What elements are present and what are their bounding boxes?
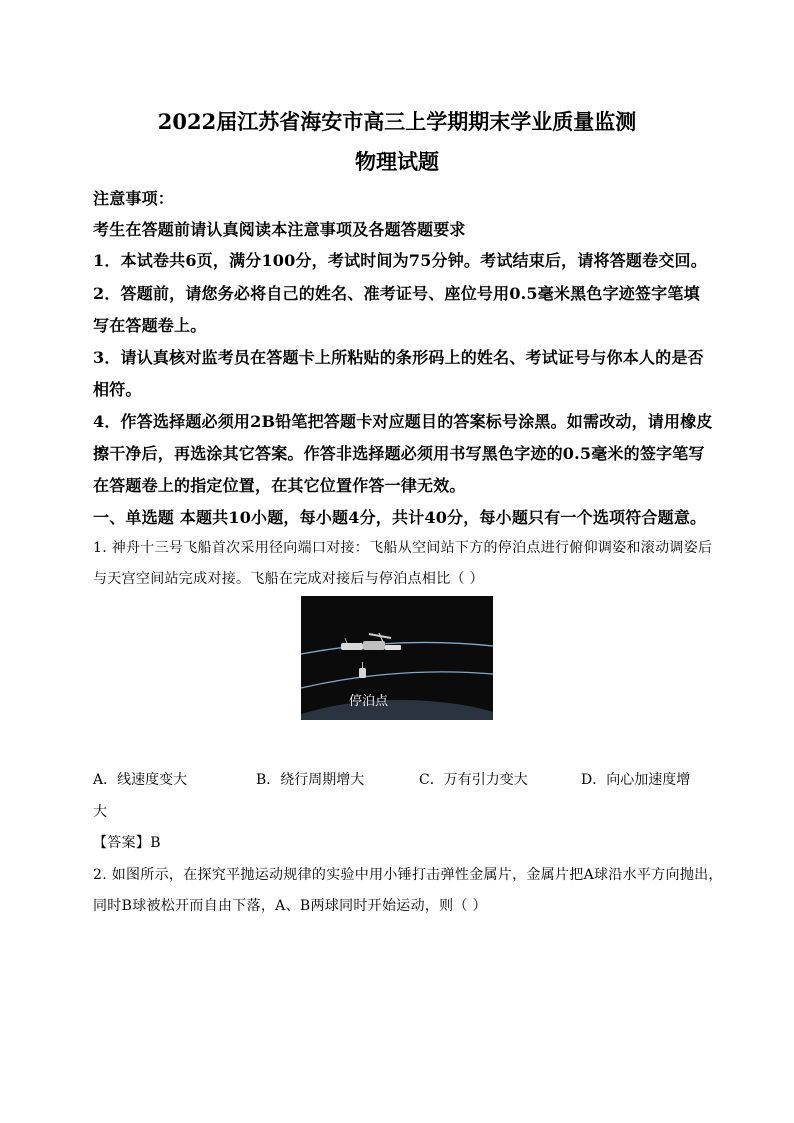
notice-intro: 考生在答题前请认真阅读本注意事项及各题答题要求 — [93, 220, 466, 239]
option-d-wrap: 大 — [93, 804, 107, 820]
page-title: 2022届江苏省海安市高三上学期期末学业质量监测 — [157, 109, 637, 134]
docking-figure — [301, 596, 493, 720]
space-station-icon — [341, 633, 401, 650]
notice-line-2a: 2．答题前，请您务必将自己的姓名、准考证号、座位号用0.5毫米黑色字迹签字笔填 — [93, 284, 700, 303]
option-a: A．线速度变大 — [93, 772, 188, 788]
question-2-line-1: 2. 如图所示，在探究平抛运动规律的实验中用小锤打击弹性金属片，金属片把A球沿水平方向抛出， — [93, 867, 723, 883]
parking-point-label: 停泊点 — [349, 694, 389, 709]
option-c: C．万有引力变大 — [419, 772, 528, 788]
notice-line-4c: 在答题卷上的指定位置，在其它位置作答一律无效。 — [93, 476, 466, 495]
question-1-line-2: 与天宫空间站完成对接。飞船在完成对接后与停泊点相比（ ） — [93, 571, 484, 587]
orbit-diagram — [301, 596, 493, 720]
notice-heading: 注意事项： — [93, 189, 175, 208]
section-heading: 一、单选题 本题共10小题，每小题4分，共计40分，每小题只有一个选项符合题意。 — [93, 508, 707, 527]
notice-line-3a: 3．请认真核对监考员在答题卡上所粘贴的条形码上的姓名、考试证号与你本人的是否 — [93, 348, 704, 367]
notice-line-4b: 擦干净后，再选涂其它答案。作答非选择题必须用书写黑色字迹的0.5毫米的签字笔写 — [93, 444, 705, 463]
option-b: B．绕行周期增大 — [256, 772, 365, 788]
earth-shape — [301, 700, 493, 720]
spacecraft-icon — [359, 662, 366, 678]
notice-line-2b: 写在答题卷上。 — [93, 316, 207, 335]
notice-line-4a: 4．作答选择题必须用2B铅笔把答题卡对应题目的答案标号涂黑。如需改动，请用橡皮 — [93, 412, 713, 431]
notice-line-1: 1．本试卷共6页，满分100分，考试时间为75分钟。考试结束后，请将答题卷交回。 — [93, 251, 707, 270]
question-1-line-1: 1. 神舟十三号飞船首次采用径向端口对接：飞船从空间站下方的停泊点进行俯仰调姿和滚动调姿后 — [93, 540, 713, 556]
option-d: D．向心加速度增 — [581, 772, 691, 788]
answer-1: 【答案】B — [93, 835, 161, 851]
page-subtitle: 物理试题 — [355, 149, 439, 174]
question-2-line-2: 同时B球被松开而自由下落，A、B两球同时开始运动，则（ ） — [93, 898, 487, 914]
lower-orbit-line — [301, 672, 493, 688]
notice-line-3b: 相符。 — [93, 380, 142, 399]
